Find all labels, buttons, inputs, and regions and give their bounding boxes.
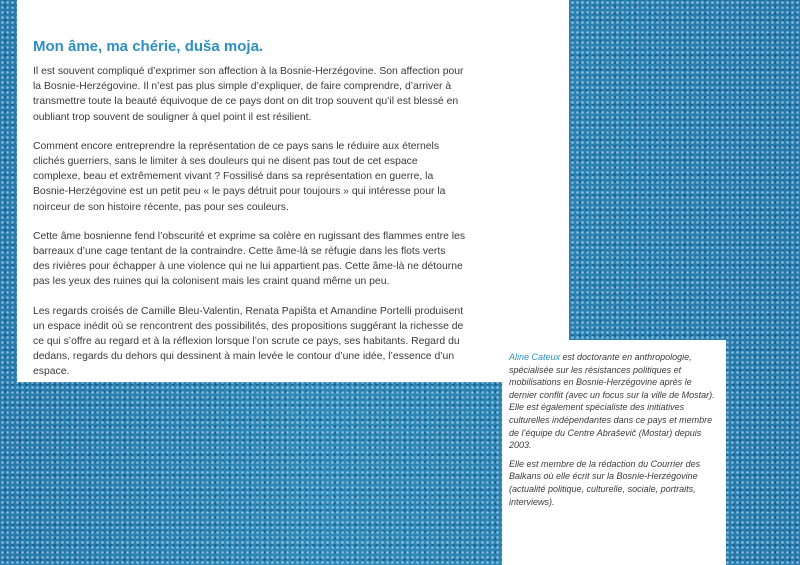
article-paragraph: Il est souvent compliqué d’exprimer son affection à la Bosnie-Herzégovine. Son affection pour la Bosnie-Herzégovine. Il n’est pas plus simple d’expliquer, de faire comprendre, d’arriver à transmettre toute la beauté équivoque de ce pays dont on dit trop souvent qu’il est blessé en oubliant trop souvent de souligner à quel point il est résilient. <box>33 66 464 123</box>
author-name: Aline Cateux <box>509 352 561 362</box>
article-body <box>33 64 465 394</box>
author-bio <box>509 351 721 514</box>
article-paragraph: Cette âme bosnienne fend l’obscurité et exprime sa colère en rugissant des flammes entre les barreaux d’une cage tentant de la contraindre. Cette âme-là se réfugie dans les flots verts des rivières pour échapper à une violence qui ne lui appartient pas. Cette âme-là ne détourne pas les yeux des ruines qui la colonisent mais les craint quand même un peu. <box>33 230 466 288</box>
author-bio-paragraph <box>509 351 721 452</box>
article-title: Mon âme, ma chérie, duša moja. <box>33 38 264 55</box>
article-paragraph: Comment encore entreprendre la représentation de ce pays sans le réduire aux éternels clichés guerriers, sans le limiter à ses douleurs qui ne disent pas tout de cet espace complexe, beau et extrêmement vivant ? Fossilisé dans sa représentation en guerre, la Bosnie-Herzégovine est un petit peu « le pays détruit pour toujours » qui intéresse pour la noirceur de son histoire récente, pas pour ses couleurs. <box>33 140 446 213</box>
author-bio-paragraph: Elle est membre de la rédaction du Courrier des Balkans où elle écrit sur la Bosnie-Herzégovine (actualité politique, culturelle, sociale, portraits, interviews). <box>509 458 701 507</box>
article-paragraph: Les regards croisés de Camille Bleu-Valentin, Renata Papišta et Amandine Portelli produisent un espace inédit où se rencontrent des possibilités, des propositions suggérant la richesse de ce qui s’offre au regard et à la réflexion lorsque l’on scrute ce pays, ses habitants. Regard du dedans, regards du dehors qui dessinent à main levée le contour d’une idée, l’essence d’un espace. <box>33 305 464 378</box>
author-bio-description: est doctorante en anthropologie, spécialisée sur les résistances politiques et mobilisations en Bosnie-Herzégovine après le dernier conflit (avec un focus sur la ville de Mostar). Elle est également spécialiste des initiatives culturelles indépendantes dans ce pays et membre de l’équipe du Centre Abraševič (Mostar) depuis 2003. <box>509 352 715 451</box>
